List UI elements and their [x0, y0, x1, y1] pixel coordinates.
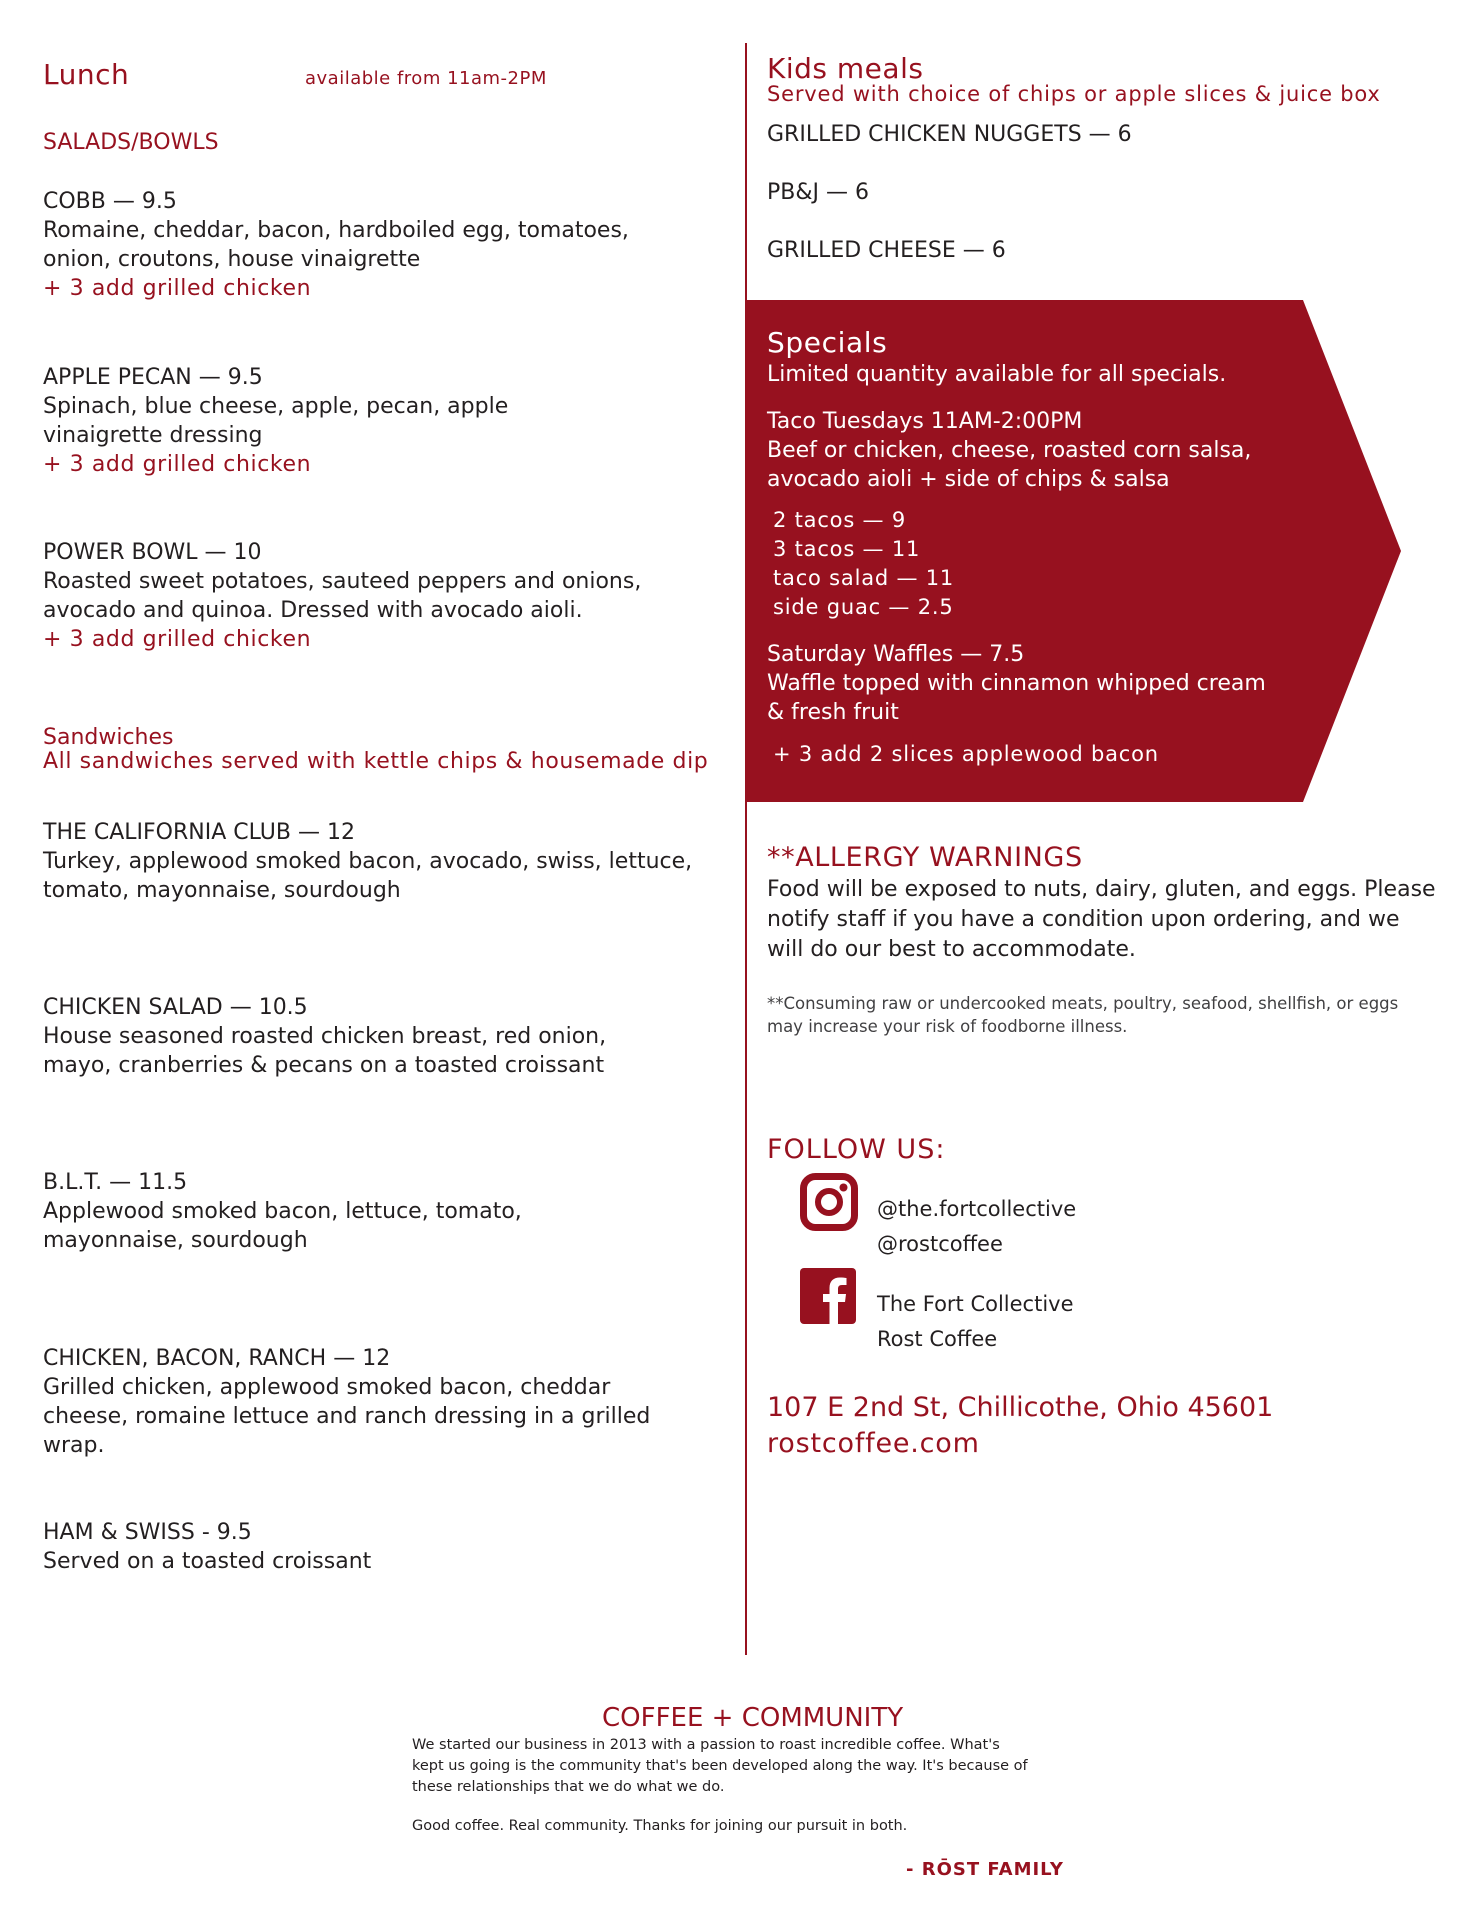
- coffee-community-text: We started our business in 2013 with a passion to roast incredible coffee. What's kept us going is the community that's been developed along the way. It's because of these relationships that we do what we do.: [412, 1737, 1028, 1795]
- menu-item-cobb: [43, 187, 733, 303]
- item-title: HAM & SWISS - 9.5: [43, 1520, 252, 1545]
- menu-item-ham-swiss: [43, 1518, 733, 1576]
- specials-note: Limited quantity available for all specials.: [767, 362, 1227, 387]
- address-block: [767, 1390, 1273, 1462]
- kids-heading: Kids meals: [767, 52, 924, 85]
- instagram-icon[interactable]: [800, 1173, 858, 1231]
- item-description: Roasted sweet potatoes, sauteed peppers and onions, avocado and quinoa. Dressed with avocado aioli.: [43, 569, 642, 623]
- consumption-warning-line: **Consuming raw or undercooked meats, poultry, seafood, shellfish, or eggs: [767, 994, 1399, 1013]
- website-link[interactable]: rostcoffee.com: [767, 1428, 980, 1459]
- item-title: APPLE PECAN — 9.5: [43, 365, 263, 390]
- menu-item-california-club: [43, 818, 733, 905]
- taco-price: side guac — 2.5: [773, 595, 954, 619]
- facebook-page[interactable]: Rost Coffee: [877, 1327, 998, 1351]
- coffee-community-tagline: Good coffee. Real community. Thanks for joining our pursuit in both.: [412, 1818, 908, 1834]
- item-title: COBB — 9.5: [43, 189, 177, 214]
- facebook-pages: [877, 1287, 1074, 1357]
- signature: - RŌST FAMILY: [906, 1859, 1064, 1880]
- menu-item-power-bowl: [43, 538, 733, 654]
- taco-tuesday-desc: Beef or chicken, cheese, roasted corn salsa,: [767, 438, 1252, 463]
- item-title: POWER BOWL — 10: [43, 540, 262, 565]
- coffee-community-heading: COFFEE + COMMUNITY: [602, 1703, 904, 1733]
- item-description: Served on a toasted croissant: [43, 1549, 372, 1574]
- sandwiches-heading: Sandwiches: [43, 725, 174, 750]
- item-description: Applewood smoked bacon, lettuce, tomato, mayonnaise, sourdough: [43, 1199, 522, 1253]
- item-description: Turkey, applewood smoked bacon, avocado, swiss, lettuce, tomato, mayonnaise, sourdough: [43, 849, 693, 903]
- consumption-warning-line: may increase your risk of foodborne illness.: [767, 1017, 1128, 1036]
- item-addon: + 3 add grilled chicken: [43, 276, 312, 301]
- taco-price: taco salad — 11: [773, 566, 955, 590]
- item-addon: + 3 add grilled chicken: [43, 452, 312, 477]
- item-description: Grilled chicken, applewood smoked bacon, cheddar cheese, romaine lettuce and ranch dressing in a grilled wrap.: [43, 1375, 651, 1458]
- taco-price: 2 tacos — 9: [773, 508, 906, 532]
- waffles-title: Saturday Waffles — 7.5: [767, 642, 1025, 667]
- instagram-handle[interactable]: @rostcoffee: [877, 1232, 1003, 1256]
- salads-heading: SALADS/BOWLS: [43, 130, 219, 155]
- taco-price: 3 tacos — 11: [773, 537, 921, 561]
- kids-item: GRILLED CHICKEN NUGGETS — 6: [767, 122, 1132, 147]
- lunch-heading: Lunch: [43, 58, 130, 91]
- item-addon: + 3 add grilled chicken: [43, 627, 312, 652]
- instagram-handles: [877, 1192, 1076, 1262]
- consumption-warning: [767, 992, 1407, 1038]
- waffles-desc: Waffle topped with cinnamon whipped cream: [767, 671, 1266, 696]
- item-title: CHICKEN, BACON, RANCH — 12: [43, 1346, 391, 1371]
- menu-item-apple-pecan: [43, 363, 733, 479]
- item-description: House seasoned roasted chicken breast, red onion, mayo, cranberries & pecans on a toasted croissant: [43, 1024, 607, 1078]
- waffles-addon: + 3 add 2 slices applewood bacon: [773, 742, 1159, 766]
- item-description: Spinach, blue cheese, apple, pecan, apple vinaigrette dressing: [43, 394, 509, 448]
- follow-heading: FOLLOW US:: [767, 1134, 946, 1165]
- lunch-availability: available from 11am-2PM: [305, 68, 547, 89]
- facebook-page[interactable]: The Fort Collective: [877, 1292, 1074, 1316]
- allergy-text: Food will be exposed to nuts, dairy, gluten, and eggs. Please notify staff if you have a condition upon ordering, and we will do our best to accommodate.: [767, 877, 1436, 962]
- menu-item-blt: [43, 1168, 733, 1255]
- instagram-handle[interactable]: @the.fortcollective: [877, 1197, 1077, 1221]
- menu-item-chicken-bacon-ranch: [43, 1344, 733, 1460]
- taco-tuesday-desc: avocado aioli + side of chips & salsa: [767, 467, 1170, 492]
- item-description: Romaine, cheddar, bacon, hardboiled egg, tomatoes, onion, croutons, house vinaigrette: [43, 218, 629, 272]
- street-address: 107 E 2nd St, Chillicothe, Ohio 45601: [767, 1392, 1274, 1423]
- facebook-icon[interactable]: [800, 1268, 856, 1324]
- sandwiches-subheading: All sandwiches served with kettle chips & housemade dip: [43, 749, 709, 774]
- item-title: CHICKEN SALAD — 10.5: [43, 995, 308, 1020]
- item-title: THE CALIFORNIA CLUB — 12: [43, 820, 355, 845]
- item-title: B.L.T. — 11.5: [43, 1170, 188, 1195]
- specials-heading: Specials: [767, 326, 888, 359]
- allergy-heading: **ALLERGY WARNINGS: [767, 842, 1083, 873]
- menu-item-chicken-salad: [43, 993, 733, 1080]
- column-divider: [745, 43, 747, 1655]
- kids-item: PB&J — 6: [767, 180, 869, 205]
- kids-subheading: Served with choice of chips or apple slices & juice box: [767, 82, 1381, 106]
- kids-item: GRILLED CHEESE — 6: [767, 238, 1006, 263]
- waffles-desc: & fresh fruit: [767, 700, 899, 725]
- taco-tuesday-title: Taco Tuesdays 11AM-2:00PM: [767, 409, 1083, 434]
